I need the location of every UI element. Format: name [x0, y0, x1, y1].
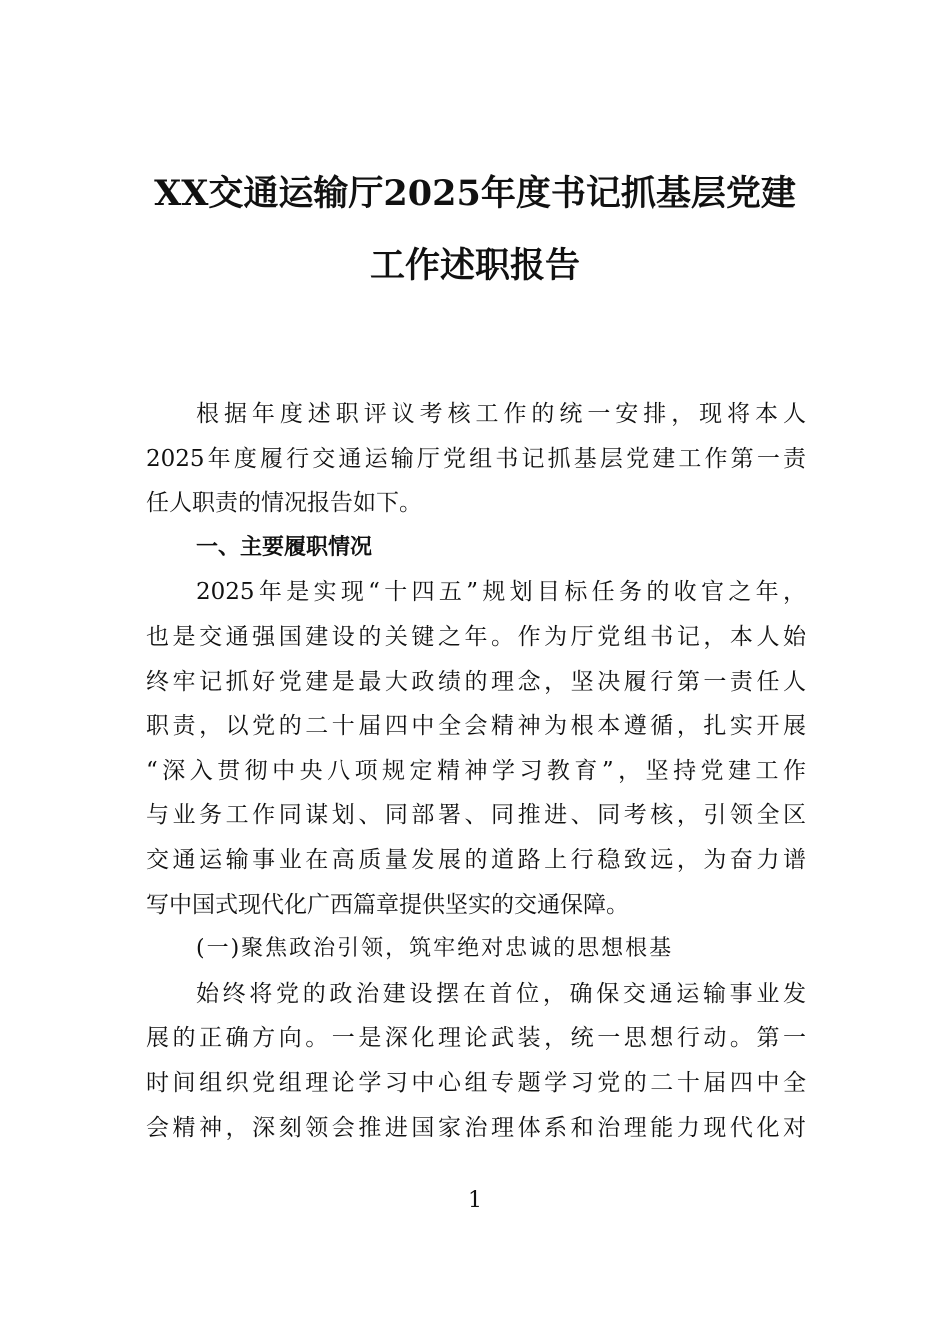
paragraph-line: 与业务工作同谋划、同部署、同推进、同考核，引领全区 — [146, 802, 806, 829]
intro-line: 任人职责的情况报告如下。 — [146, 490, 422, 517]
paragraph-line: 交通运输事业在高质量发展的道路上行稳致远，为奋力谱 — [146, 846, 806, 873]
paragraph-line: 时间组织党组理论学习中心组专题学习党的二十届四中全 — [146, 1069, 806, 1096]
paragraph-line: 职责，以党的二十届四中全会精神为根本遵循，扎实开展 — [146, 713, 806, 740]
paragraph-line: 会精神，深刻领会推进国家治理体系和治理能力现代化对 — [146, 1114, 806, 1141]
intro-line: 2025年度履行交通运输厅党组书记抓基层党建工作第一责 — [146, 445, 806, 472]
section-heading: 一、主要履职情况 — [196, 534, 373, 560]
paragraph-line: “深入贯彻中央八项规定精神学习教育”，坚持党建工作 — [146, 757, 806, 784]
document-title-line-2: 工作述职报告 — [369, 245, 580, 286]
intro-line: 根据年度述职评议考核工作的统一安排，现将本人 — [196, 401, 806, 427]
paragraph-line: 展的正确方向。一是深化理论武装，统一思想行动。第一 — [146, 1025, 806, 1052]
paragraph-line: 始终将党的政治建设摆在首位，确保交通运输事业发 — [196, 980, 806, 1007]
document-title-line-1: XX交通运输厅2025年度书记抓基层党建 — [154, 173, 796, 214]
paragraph-line: 2025年是实现“十四五”规划目标任务的收官之年， — [196, 579, 806, 606]
paragraph-line: 也是交通强国建设的关键之年。作为厅党组书记，本人始 — [146, 623, 806, 650]
subsection-heading: (一)聚焦政治引领，筑牢绝对忠诚的思想根基 — [196, 936, 674, 962]
paragraph-line: 终牢记抓好党建是最大政绩的理念，坚决履行第一责任人 — [146, 668, 806, 695]
document-body — [146, 392, 806, 1150]
page-number: 1 — [468, 1188, 482, 1213]
paragraph-line: 写中国式现代化广西篇章提供坚实的交通保障。 — [146, 891, 629, 918]
